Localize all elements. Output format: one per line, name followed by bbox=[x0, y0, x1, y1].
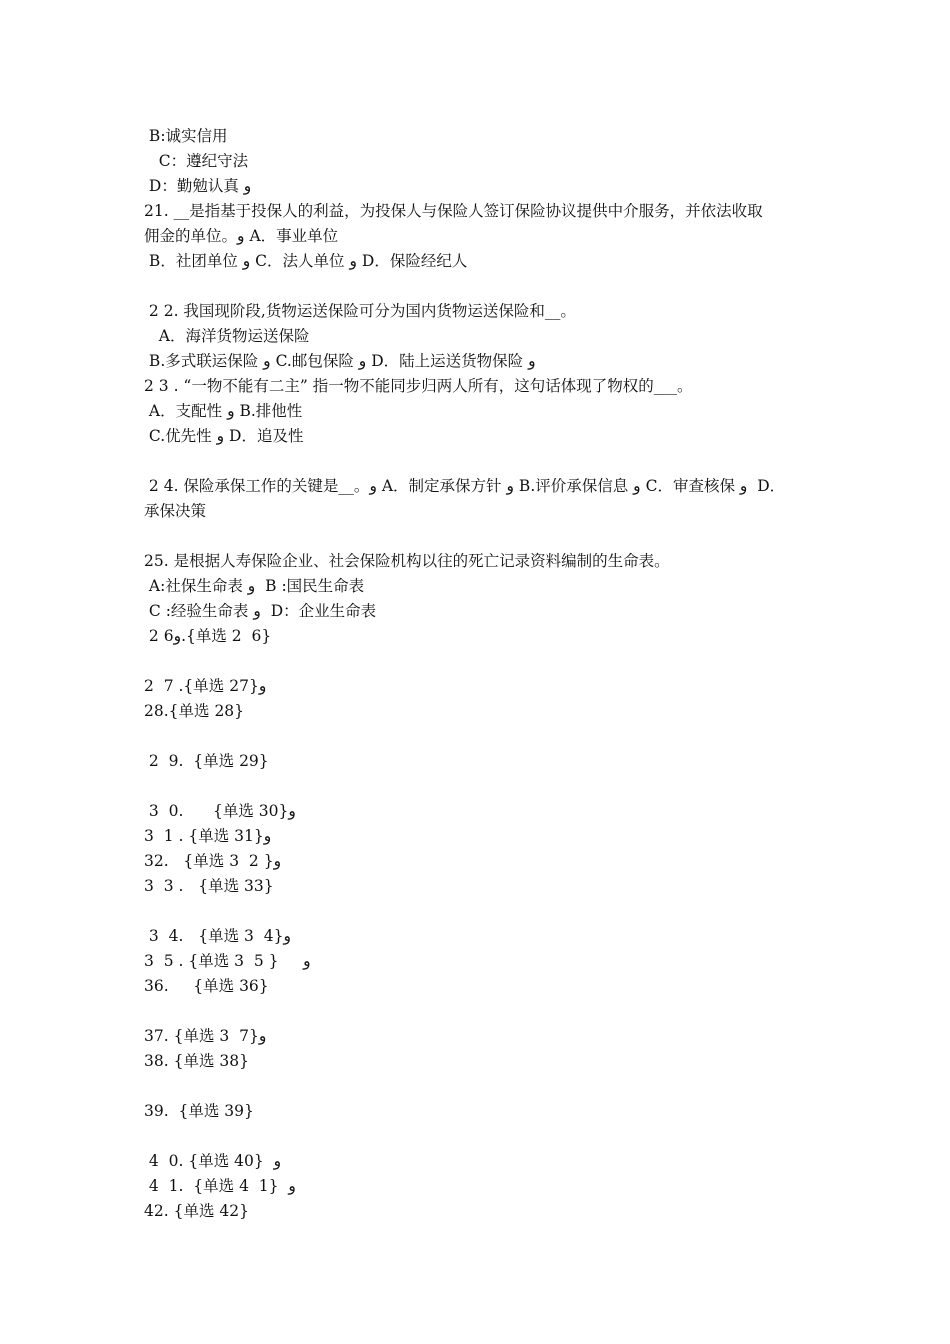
question-21-line-2: 佣金的单位。و A．事业单位 bbox=[144, 227, 339, 245]
question-24-line-2: 承保决策 bbox=[144, 502, 207, 520]
question-26: 2 6و.{单选 2 6} bbox=[144, 627, 272, 645]
question-32: 32. {单选 3 2 }و bbox=[144, 852, 282, 870]
blank-line bbox=[144, 649, 824, 674]
text-line: B:诚实信用 bbox=[144, 127, 228, 145]
question-27: 2 7 .{单选 27}و bbox=[144, 677, 267, 695]
question-37: 37. {单选 3 7}و bbox=[144, 1027, 267, 1045]
question-28: 28.{单选 28} bbox=[144, 702, 245, 720]
blank-line bbox=[144, 724, 824, 749]
blank-line bbox=[144, 524, 824, 549]
question-25: 25. 是根据人寿保险企业、社会保险机构以往的死亡记录资料编制的生命表。 bbox=[144, 552, 670, 570]
text-line: A．支配性 و B.排他性 bbox=[144, 402, 303, 420]
question-40: 4 0. {单选 40} و bbox=[144, 1152, 282, 1170]
question-35: 3 5 . {单选 3 5 } و bbox=[144, 952, 311, 970]
blank-line bbox=[144, 774, 824, 799]
question-42: 42. {单选 42} bbox=[144, 1202, 249, 1220]
text-line: B．社团单位 و C．法人单位 و D．保险经纪人 bbox=[144, 252, 468, 270]
text-line: B.多式联运保险 و C.邮包保险 و D．陆上运送货物保险 و bbox=[144, 352, 536, 370]
blank-line bbox=[144, 899, 824, 924]
text-line: A．海洋货物运送保险 bbox=[144, 327, 310, 345]
question-36: 36. {单选 36} bbox=[144, 977, 269, 995]
question-33: 3 3 . {单选 33} bbox=[144, 877, 274, 895]
question-39: 39. {单选 39} bbox=[144, 1102, 254, 1120]
question-29: 2 9. {单选 29} bbox=[144, 752, 269, 770]
document-body bbox=[144, 124, 824, 1224]
question-34: 3 4. {单选 3 4}و bbox=[144, 927, 291, 945]
question-41: 4 1. {单选 4 1} و bbox=[144, 1177, 296, 1195]
question-23: 2 3 . “一物不能有二主” 指一物不能同步归两人所有，这句话体现了物权的___。 bbox=[144, 377, 693, 395]
text-line: C.优先性 و D．追及性 bbox=[144, 427, 304, 445]
question-30: 3 0. {单选 30}و bbox=[144, 802, 296, 820]
question-21-line-1: 21. __是指基于投保人的利益，为投保人与保险人签订保险协议提供中介服务，并依法收取 bbox=[144, 202, 763, 220]
question-38: 38. {单选 38} bbox=[144, 1052, 249, 1070]
blank-line bbox=[144, 1124, 824, 1149]
question-31: 3 1 . {单选 31}و bbox=[144, 827, 272, 845]
question-24-line-1: 2 4. 保险承保工作的关键是__。و A．制定承保方针 و B.评价承保信息 و C．审查核保 و D． bbox=[144, 477, 786, 495]
blank-line bbox=[144, 449, 824, 474]
question-22: 2 2. 我国现阶段,货物运送保险可分为国内货物运送保险和__。 bbox=[144, 302, 576, 320]
blank-line bbox=[144, 999, 824, 1024]
text-line: A:社保生命表 و B :国民生命表 bbox=[144, 577, 365, 595]
text-line: C :经验生命表 و D：企业生命表 bbox=[144, 602, 377, 620]
blank-line bbox=[144, 274, 824, 299]
text-line: C：遵纪守法 bbox=[144, 152, 249, 170]
text-line: D：勤勉认真 و bbox=[144, 177, 252, 195]
blank-line bbox=[144, 1074, 824, 1099]
